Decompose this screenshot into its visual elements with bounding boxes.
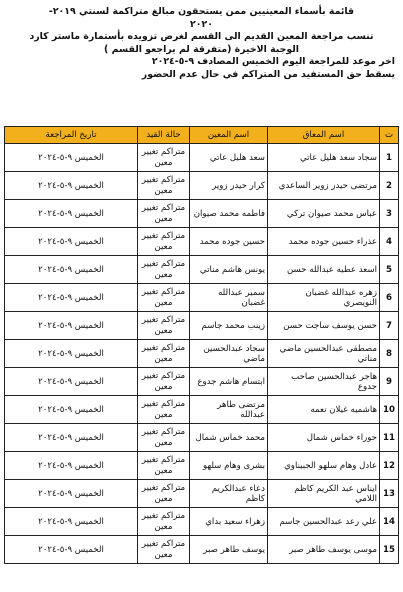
supporter-name: محمد خماس شمال	[190, 424, 268, 452]
dependent-name: عادل وهام سلهو الجبيناوي	[268, 452, 380, 480]
review-date: الخميس ٩-٥-٢٠٢٤	[5, 144, 138, 172]
review-date: الخميس ٩-٥-٢٠٢٤	[5, 256, 138, 284]
registration-status: متراكم تغيير معين	[138, 396, 190, 424]
review-date: الخميس ٩-٥-٢٠٢٤	[5, 424, 138, 452]
table-header-row	[5, 127, 399, 144]
row-number: 7	[380, 312, 399, 340]
header-review-date: تاريخ المراجعة	[5, 127, 138, 144]
table-row	[5, 340, 399, 368]
dependent-name: موسى يوسف طاهر صبر	[268, 536, 380, 564]
review-date: الخميس ٩-٥-٢٠٢٤	[5, 200, 138, 228]
table-body	[5, 144, 399, 564]
review-date: الخميس ٩-٥-٢٠٢٤	[5, 312, 138, 340]
dependent-name: علي رعد عبدالحسين جاسم	[268, 508, 380, 536]
review-date: الخميس ٩-٥-٢٠٢٤	[5, 284, 138, 312]
row-number: 5	[380, 256, 399, 284]
registration-status: متراكم تغيير معين	[138, 256, 190, 284]
supporter-name: فاطمه محمد صيوان	[190, 200, 268, 228]
review-date: الخميس ٩-٥-٢٠٢٤	[5, 536, 138, 564]
header-line-year: ٢٠٢٠	[190, 18, 213, 30]
row-number: 6	[380, 284, 399, 312]
registration-status: متراكم تغيير معين	[138, 284, 190, 312]
header-line-deadline: اخر موعد للمراجعة اليوم الخميس المصادف ٩-٥-٢٠٢٤	[151, 56, 395, 68]
table-row	[5, 172, 399, 200]
dependent-name: مرتضى حيدر زوير الساعدي	[268, 172, 380, 200]
row-number: 8	[380, 340, 399, 368]
registration-status: متراكم تغيير معين	[138, 200, 190, 228]
table-row	[5, 144, 399, 172]
review-date: الخميس ٩-٥-٢٠٢٤	[5, 508, 138, 536]
dependent-name: زهره عبدالله غضبان النويصري	[268, 284, 380, 312]
supporter-name: زهراء سعيد بداي	[190, 508, 268, 536]
dependent-name: حسن يوسف ساجت حسن	[268, 312, 380, 340]
table-row	[5, 228, 399, 256]
dependent-name: اسعد عطيه عبدالله حسن	[268, 256, 380, 284]
review-date: الخميس ٩-٥-٢٠٢٤	[5, 340, 138, 368]
header-line-warning: يسقط حق المستفيد من المتراكم في حال عدم الحضور	[141, 68, 395, 80]
review-date: الخميس ٩-٥-٢٠٢٤	[5, 396, 138, 424]
dependent-name: حوراء خماس شمال	[268, 424, 380, 452]
registration-status: متراكم تغيير معين	[138, 536, 190, 564]
review-date: الخميس ٩-٥-٢٠٢٤	[5, 228, 138, 256]
row-number: 13	[380, 480, 399, 508]
review-date: الخميس ٩-٥-٢٠٢٤	[5, 480, 138, 508]
dependent-name: عذراء حسين جوده محمد	[268, 228, 380, 256]
supporter-name: يونس هاشم مناتي	[190, 256, 268, 284]
supporter-name: سجاد عبدالحسين ماضي	[190, 340, 268, 368]
supporter-name: حسين جوده محمد	[190, 228, 268, 256]
row-number: 2	[380, 172, 399, 200]
review-date: الخميس ٩-٥-٢٠٢٤	[5, 452, 138, 480]
dependent-name: عباس محمد صيوان تركي	[268, 200, 380, 228]
registration-status: متراكم تغيير معين	[138, 452, 190, 480]
announcement-header	[0, 0, 403, 82]
registration-status: متراكم تغيير معين	[138, 368, 190, 396]
table-row	[5, 424, 399, 452]
row-number: 9	[380, 368, 399, 396]
registration-status: متراكم تغيير معين	[138, 480, 190, 508]
dependent-name: ايناس عبد الكريم كاظم اللامي	[268, 480, 380, 508]
table-row	[5, 368, 399, 396]
supporter-name: ابتسام هاشم جدوع	[190, 368, 268, 396]
review-date: الخميس ٩-٥-٢٠٢٤	[5, 172, 138, 200]
registration-status: متراكم تغيير معين	[138, 172, 190, 200]
table-row	[5, 256, 399, 284]
dependent-name: هاشميه غيلان نعمه	[268, 396, 380, 424]
table-row	[5, 452, 399, 480]
row-number: 1	[380, 144, 399, 172]
table-row	[5, 200, 399, 228]
registration-status: متراكم تغيير معين	[138, 508, 190, 536]
header-line-instruction: تنسب مراجعة المعين القديم الى القسم لغرض تزويده بأستمارة ماستر كارد	[29, 31, 374, 43]
supporter-name: سعد هليل عاتي	[190, 144, 268, 172]
registration-status: متراكم تغيير معين	[138, 424, 190, 452]
supporter-name: يوسف طاهر صبر	[190, 536, 268, 564]
supporter-name: بشرى وهام سلهو	[190, 452, 268, 480]
row-number: 14	[380, 508, 399, 536]
supporter-name: زينب محمد جاسم	[190, 312, 268, 340]
header-line-batch: الوجبة الاخيرة (متفرقة لم يراجعو القسم )	[104, 43, 299, 55]
row-number: 10	[380, 396, 399, 424]
table-row	[5, 284, 399, 312]
supporter-name: كرار حيدر زوير	[190, 172, 268, 200]
table-row	[5, 480, 399, 508]
header-num: ت	[380, 127, 399, 144]
supporter-name: سمير عبدالله غضبان	[190, 284, 268, 312]
table-row	[5, 396, 399, 424]
row-number: 4	[380, 228, 399, 256]
registration-status: متراكم تغيير معين	[138, 144, 190, 172]
dependent-name: مصطفى عبدالحسين ماضي مناتي	[268, 340, 380, 368]
review-date: الخميس ٩-٥-٢٠٢٤	[5, 368, 138, 396]
supporter-name: مرتضى طاهر عبدالله	[190, 396, 268, 424]
table-row	[5, 508, 399, 536]
header-status: حالة القيد	[138, 127, 190, 144]
table-row	[5, 312, 399, 340]
row-number: 12	[380, 452, 399, 480]
header-line-title: قائمة بأسماء المعينيين ممن يستحقون مبالغ متراكمة لسنتي ٢٠١٩-	[48, 6, 355, 17]
registration-status: متراكم تغيير معين	[138, 312, 190, 340]
row-number: 15	[380, 536, 399, 564]
table-row	[5, 536, 399, 564]
row-number: 11	[380, 424, 399, 452]
dependent-name: سجاد سعد هليل عاتي	[268, 144, 380, 172]
dependent-name: هاجر عبدالحسين صاحب جدوع	[268, 368, 380, 396]
registration-status: متراكم تغيير معين	[138, 340, 190, 368]
registration-status: متراكم تغيير معين	[138, 228, 190, 256]
header-supporter-name: اسم المعين	[190, 127, 268, 144]
supporter-name: دعاء عبدالكريم كاظم	[190, 480, 268, 508]
beneficiaries-table	[4, 126, 399, 564]
row-number: 3	[380, 200, 399, 228]
header-dependent-name: اسم المعاق	[268, 127, 380, 144]
